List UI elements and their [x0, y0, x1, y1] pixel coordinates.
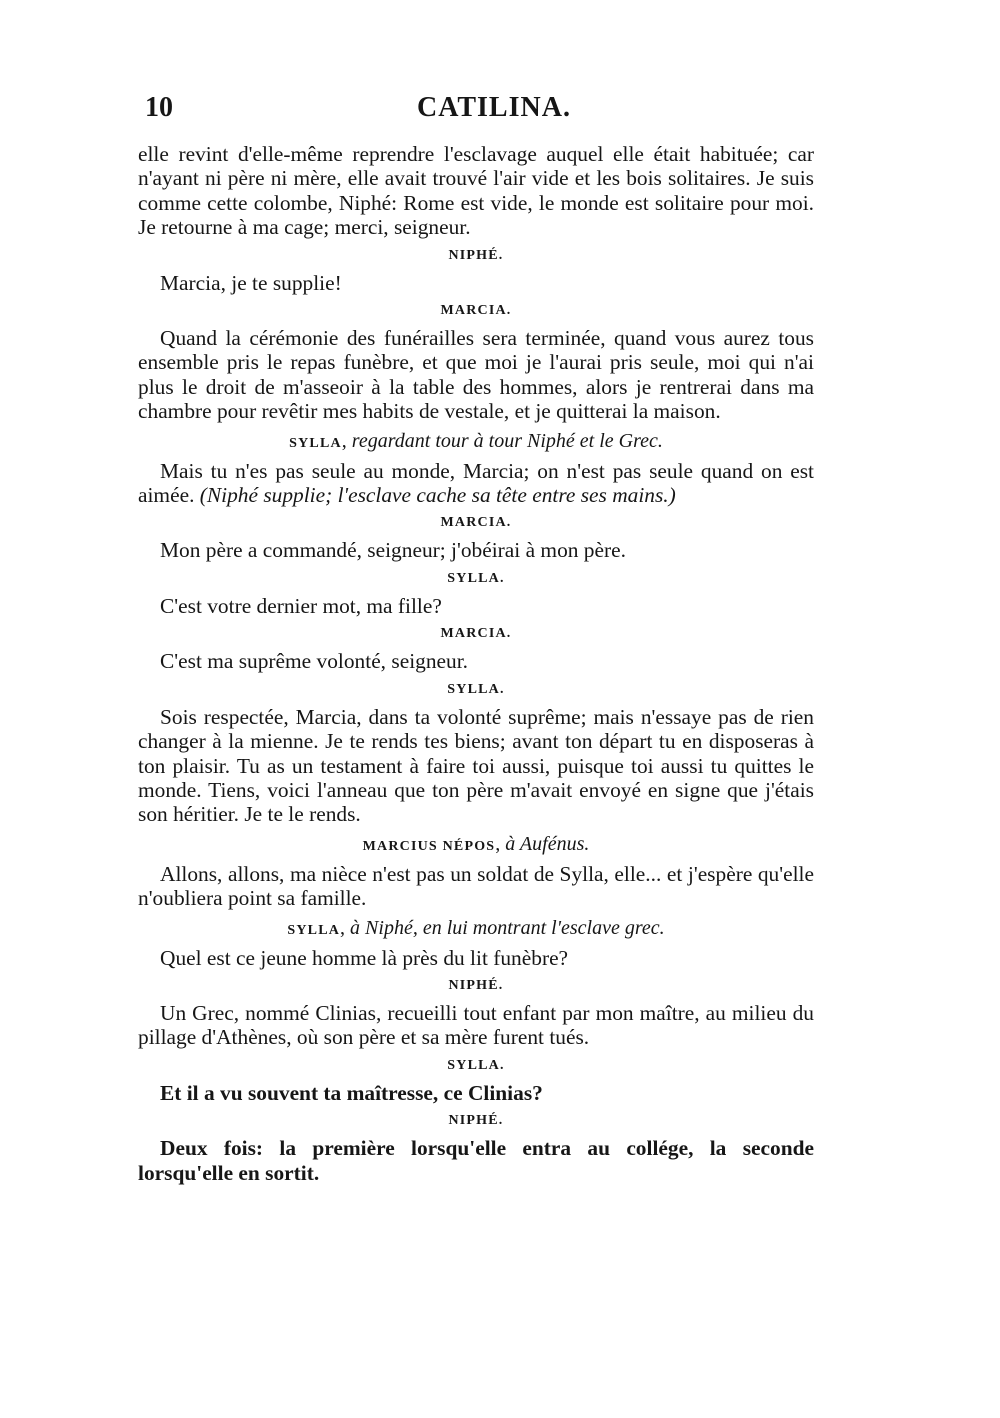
paragraph-sylla-respected: Sois respectée, Marcia, dans ta volonté suprême; mais n'essaye pas de rien changer à la mienne. Je te rends tes biens; avant ton départ tu en disposeras à ton plaisir. Tu as un testament à faire toi aussi, puisque toi aussi tu quittes le monde. Tiens, voici l'anneau que ton père m'avait envoyé en signe que j'étais son héritier. Je te le rends.	[138, 704, 814, 827]
paragraph-sylla-last-word: C'est votre dernier mot, ma fille?	[160, 593, 442, 618]
stage-direction-sylla	[138, 428, 814, 457]
paragraph-marcia-funeral: Quand la cérémonie des funérailles sera terminée, quand vous aurez tous ensemble pris le repas funèbre, et que moi je l'aurai pris seule, moi qui n'ai plus le droit de m'asseoir à la table des hommes, alors je rentrerai dans ma chambre pour revêtir mes habits de vestale, et je quitterai la maison.	[138, 326, 814, 424]
paragraph-sylla-question: Quel est ce jeune homme là près du lit funèbre?	[160, 945, 569, 970]
page-body	[138, 142, 814, 1185]
speaker-marcia: MARCIA.	[440, 515, 512, 531]
stage-separator: ,	[341, 429, 352, 452]
dialogue-text: Mais tu n'es pas seule au monde, Marcia; on n'est pas seule quand on est aimée.	[138, 458, 814, 508]
paragraph-niphe-deux-fois: Deux fois: la première lorsqu'elle entra au collége, la seconde lorsqu'elle en sortit.	[138, 1136, 814, 1185]
speaker-sylla: SYLLA.	[447, 570, 505, 586]
page-header	[145, 92, 825, 132]
paragraph-marcius-allons: Allons, allons, ma nièce n'est pas un soldat de Sylla, elle... et j'espère qu'elle n'oubliera point sa famille.	[138, 861, 814, 911]
stage-direction-text: regardant tour à tour Niphé et le Grec.	[351, 429, 663, 452]
running-title: CATILINA.	[417, 92, 571, 123]
stage-direction-marcius	[138, 831, 814, 860]
stage-direction-sylla-niphe	[138, 915, 814, 944]
stage-separator: ,	[340, 916, 351, 939]
speaker-sylla: SYLLA.	[447, 681, 505, 697]
stage-speaker-name: SYLLA	[289, 435, 342, 451]
page-number: 10	[145, 92, 173, 123]
paragraph-niphe-clinias: Un Grec, nommé Clinias, recueilli tout enfant par mon maître, au milieu du pillage d'Athènes, où son père et sa mère furent tués.	[138, 1000, 814, 1050]
speaker-sylla: SYLLA.	[447, 1057, 505, 1073]
stage-direction-text: à Aufénus.	[505, 832, 590, 855]
speaker-niphe: NIPHÉ.	[448, 977, 504, 993]
paragraph-continuation: elle revint d'elle-même reprendre l'esclavage auquel elle était habituée; car n'ayant ni père ni mère, elle avait trouvé l'air vide et les bois solitaires. Je suis comme cette colombe, Niphé: Rome est vide, le monde est solitaire pour moi. Je retourne à ma cage; merci, seigneur.	[138, 142, 814, 240]
speaker-niphe: NIPHÉ.	[448, 247, 504, 263]
paragraph-sylla-not-alone	[138, 459, 814, 508]
speaker-marcia: MARCIA.	[440, 303, 512, 319]
speaker-marcia: MARCIA.	[440, 626, 512, 642]
stage-speaker-name: MARCIUS NÉPOS	[362, 838, 496, 854]
stage-separator: ,	[495, 832, 506, 855]
paragraph-marcia-obey: Mon père a commandé, seigneur; j'obéirai à mon père.	[160, 538, 626, 563]
paragraph-marcia-will: C'est ma suprême volonté, seigneur.	[160, 649, 469, 674]
paragraph-niphe-plea: Marcia, je te supplie!	[160, 270, 342, 295]
paragraph-sylla-clinias: Et il a vu souvent ta maîtresse, ce Clinias?	[160, 1080, 543, 1105]
stage-direction-text: à Niphé, en lui montrant l'esclave grec.	[350, 916, 665, 939]
inline-stage-direction: (Niphé supplie; l'esclave cache sa tête entre ses mains.)	[199, 483, 676, 508]
stage-speaker-name: SYLLA	[287, 922, 341, 938]
speaker-niphe: NIPHÉ.	[448, 1113, 504, 1129]
